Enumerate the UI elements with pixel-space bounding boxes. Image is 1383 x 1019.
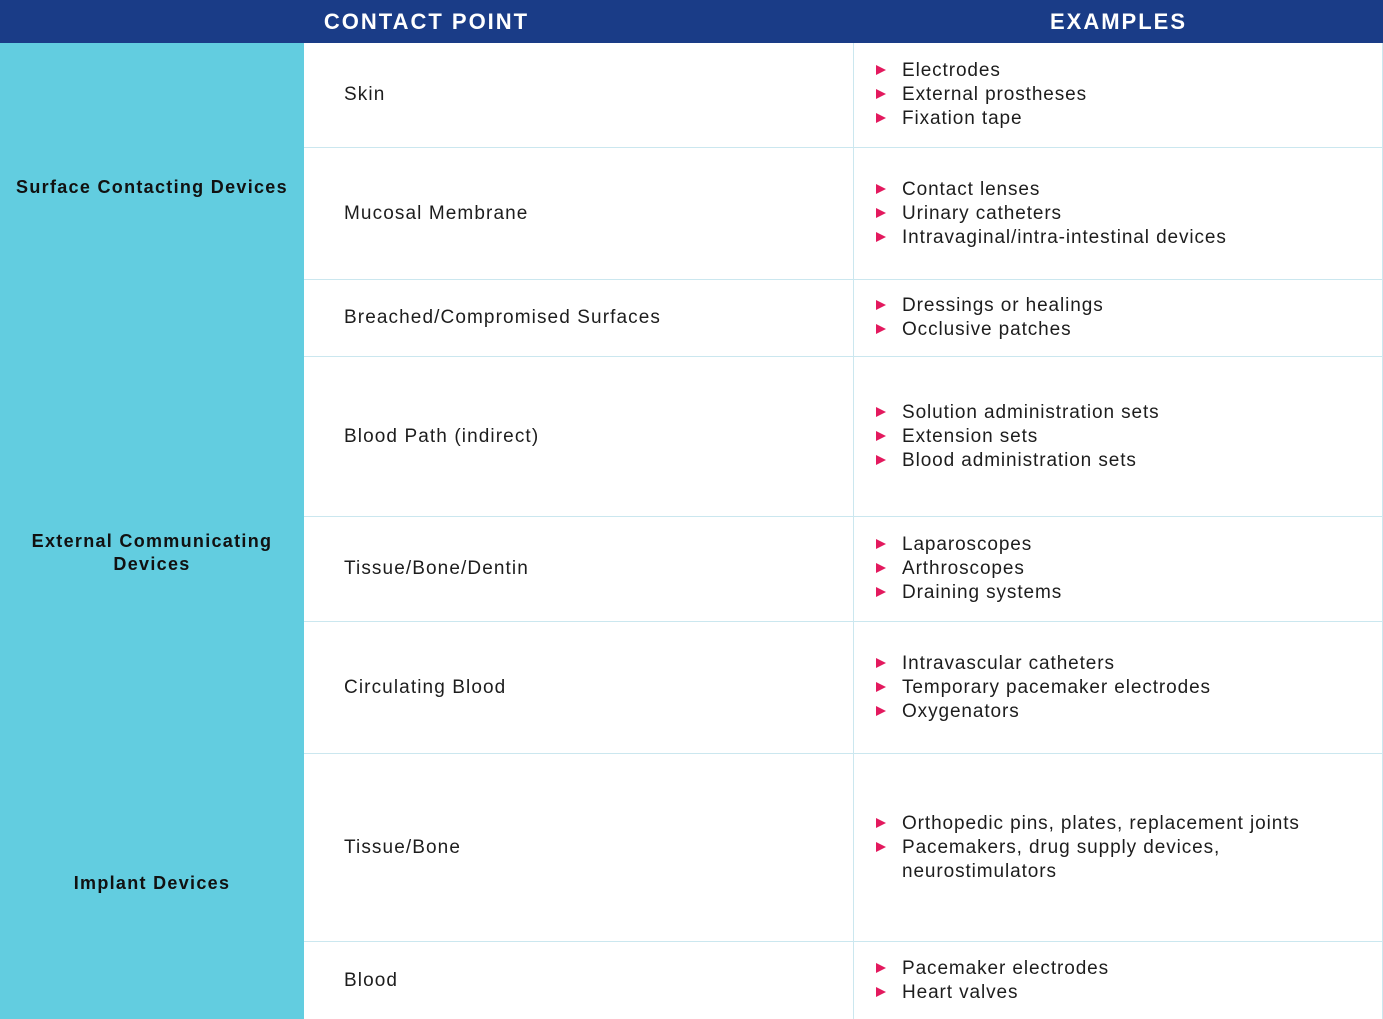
examples-cell bbox=[854, 517, 1383, 621]
example-text: Dressings or healings bbox=[902, 295, 1104, 316]
contact-point-cell bbox=[304, 622, 854, 753]
example-item bbox=[876, 226, 1363, 250]
example-text: Intravaginal/intra-intestinal devices bbox=[902, 226, 1227, 248]
example-text: Solution administration sets bbox=[902, 401, 1160, 423]
table-row bbox=[304, 517, 1383, 622]
bullet-icon bbox=[876, 842, 886, 852]
bullet-icon bbox=[876, 324, 886, 334]
example-text: Temporary pacemaker electrodes bbox=[902, 676, 1211, 698]
contact-point-cell bbox=[304, 754, 854, 941]
contact-point-text: Circulating Blood bbox=[344, 676, 507, 698]
example-text: Intravascular catheters bbox=[902, 652, 1115, 674]
example-text: Electrodes bbox=[902, 60, 1001, 81]
example-item bbox=[876, 294, 1363, 318]
bullet-icon bbox=[876, 407, 886, 417]
bullet-icon bbox=[876, 65, 886, 75]
bullet-icon bbox=[876, 113, 886, 123]
contact-point-cell bbox=[304, 280, 854, 356]
bullet-icon bbox=[876, 706, 886, 716]
examples-cell bbox=[854, 754, 1383, 941]
contact-point-text: Mucosal Membrane bbox=[344, 202, 529, 224]
example-item bbox=[876, 533, 1363, 557]
example-text: Pacemaker electrodes bbox=[902, 957, 1110, 979]
example-text: Arthroscopes bbox=[902, 558, 1025, 579]
example-item bbox=[876, 401, 1363, 425]
table-row bbox=[304, 754, 1383, 942]
example-text: Fixation tape bbox=[902, 108, 1023, 129]
example-item bbox=[876, 812, 1363, 836]
bullet-icon bbox=[876, 587, 886, 597]
example-text: External prostheses bbox=[902, 84, 1088, 105]
example-item bbox=[876, 652, 1363, 676]
example-item bbox=[876, 425, 1363, 449]
example-item bbox=[876, 178, 1363, 202]
example-text: Urinary catheters bbox=[902, 202, 1062, 224]
bullet-icon bbox=[876, 455, 886, 465]
bullet-icon bbox=[876, 431, 886, 441]
contact-point-cell bbox=[304, 43, 854, 147]
example-item bbox=[876, 83, 1363, 107]
example-text: Orthopedic pins, plates, replacement joints bbox=[902, 812, 1300, 834]
category-column bbox=[0, 43, 304, 1019]
contact-point-text: Blood Path (indirect) bbox=[344, 425, 540, 447]
table-row bbox=[304, 622, 1383, 754]
example-text: Contact lenses bbox=[902, 178, 1041, 200]
examples-cell bbox=[854, 622, 1383, 753]
category-implant: Implant Devices bbox=[73, 873, 231, 893]
table-row bbox=[304, 148, 1383, 280]
example-item bbox=[876, 202, 1363, 226]
example-item bbox=[876, 700, 1363, 724]
table-row bbox=[304, 357, 1383, 517]
table-header bbox=[0, 0, 1383, 43]
contact-point-text: Tissue/Bone bbox=[344, 836, 462, 858]
example-text: Heart valves bbox=[902, 981, 1019, 1003]
examples-cell bbox=[854, 357, 1383, 516]
table-row bbox=[304, 942, 1383, 1019]
category-surface-contacting: Surface Contacting Devices bbox=[16, 177, 288, 197]
example-text: Occlusive patches bbox=[902, 319, 1072, 340]
bullet-icon bbox=[876, 232, 886, 242]
example-item bbox=[876, 449, 1363, 473]
header-contact-point: CONTACT POINT bbox=[323, 9, 530, 34]
bullet-icon bbox=[876, 208, 886, 218]
contact-point-text: Tissue/Bone/Dentin bbox=[344, 558, 529, 579]
table-row bbox=[304, 280, 1383, 357]
examples-cell bbox=[854, 280, 1383, 356]
bullet-icon bbox=[876, 89, 886, 99]
example-text: Extension sets bbox=[902, 425, 1039, 447]
contact-point-cell bbox=[304, 942, 854, 1019]
bullet-icon bbox=[876, 682, 886, 692]
examples-cell bbox=[854, 43, 1383, 147]
example-text: Laparoscopes bbox=[902, 534, 1033, 555]
example-text: Blood administration sets bbox=[902, 449, 1137, 471]
bullet-icon bbox=[876, 658, 886, 668]
bullet-icon bbox=[876, 963, 886, 973]
header-examples: EXAMPLES bbox=[1049, 9, 1188, 34]
category-external-communicating: External Communicating Devices bbox=[31, 531, 273, 574]
examples-cell bbox=[854, 942, 1383, 1019]
example-item bbox=[876, 581, 1363, 605]
bullet-icon bbox=[876, 184, 886, 194]
contact-point-text: Breached/Compromised Surfaces bbox=[344, 307, 662, 328]
example-item bbox=[876, 981, 1363, 1005]
bullet-icon bbox=[876, 563, 886, 573]
bullet-icon bbox=[876, 539, 886, 549]
example-text: Pacemakers, drug supply devices, neurostimulators bbox=[902, 836, 1221, 882]
table-row bbox=[304, 43, 1383, 148]
example-item bbox=[876, 557, 1363, 581]
contact-point-text: Skin bbox=[344, 84, 386, 105]
contact-point-cell bbox=[304, 148, 854, 279]
example-item bbox=[876, 676, 1363, 700]
bullet-icon bbox=[876, 300, 886, 310]
example-text: Oxygenators bbox=[902, 700, 1020, 722]
contact-point-cell bbox=[304, 517, 854, 621]
example-text: Draining systems bbox=[902, 582, 1063, 603]
bullet-icon bbox=[876, 987, 886, 997]
example-item bbox=[876, 59, 1363, 83]
bullet-icon bbox=[876, 818, 886, 828]
example-item bbox=[876, 318, 1363, 342]
contact-point-cell bbox=[304, 357, 854, 516]
example-item bbox=[876, 957, 1363, 981]
example-item bbox=[876, 107, 1363, 131]
contact-point-text: Blood bbox=[344, 969, 399, 991]
example-item bbox=[876, 836, 1363, 884]
examples-cell bbox=[854, 148, 1383, 279]
